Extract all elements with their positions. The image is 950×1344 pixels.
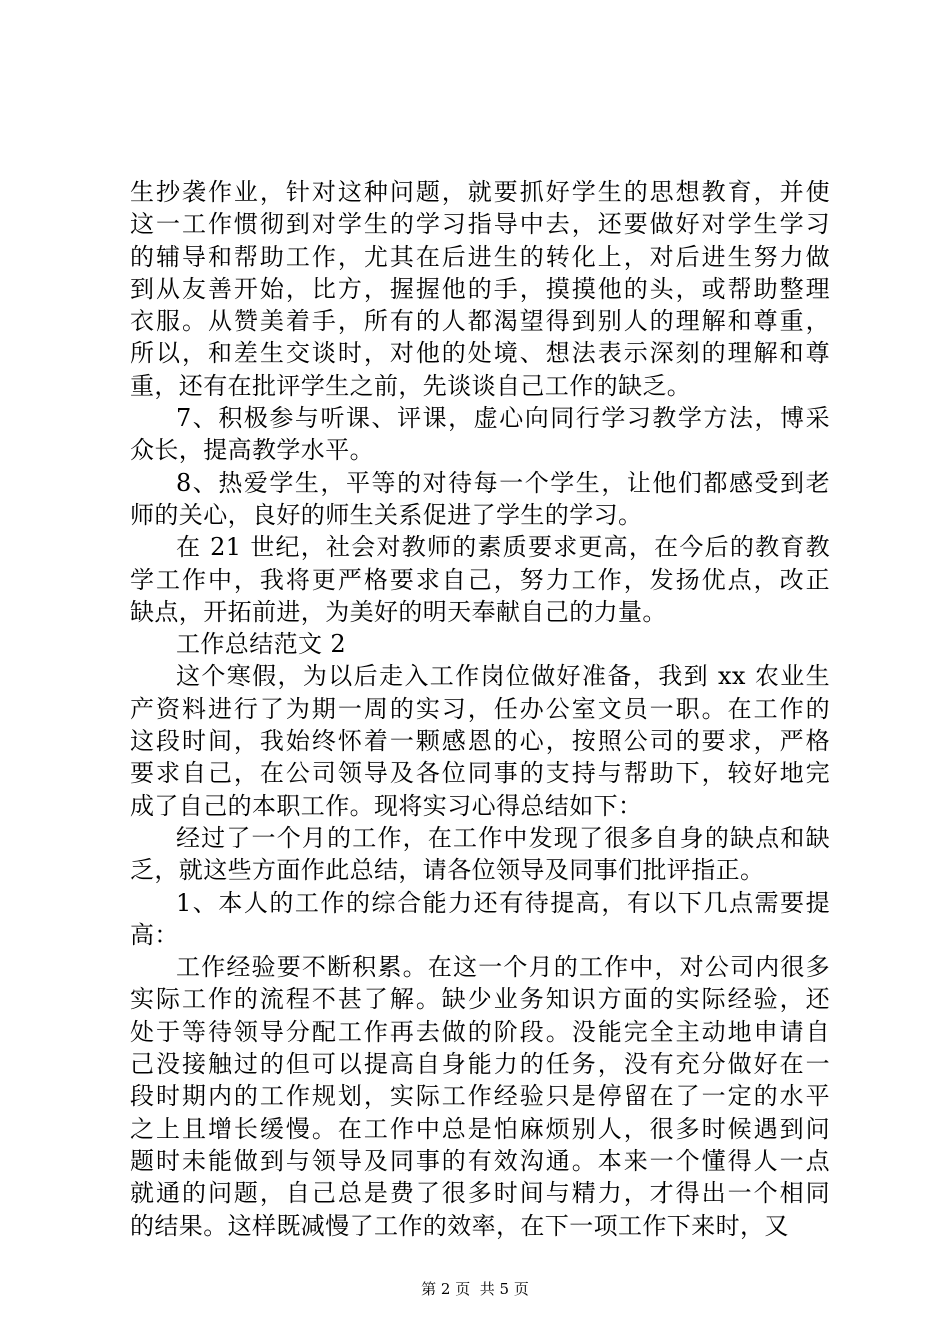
text-line: 成了自己的本职工作。现将实习心得总结如下： xyxy=(130,791,643,820)
text-line: 学工作中，我将更严格要求自己，努力工作，发扬优点，改正 xyxy=(130,565,830,594)
text-line: 生抄袭作业，针对这种问题，就要抓好学生的思想教育，并使 xyxy=(130,178,830,206)
text-line: 实际工作的流程不甚了解。缺少业务知识方面的实际经验，还 xyxy=(130,985,830,1014)
text-line: 众长，提高教学水平。 xyxy=(130,436,374,465)
paragraph xyxy=(130,402,830,467)
paragraph xyxy=(130,660,830,821)
paragraph xyxy=(130,628,830,660)
text-line: 工作经验要不断积累。在这一个月的工作中，对公司内很多 xyxy=(176,953,830,982)
paragraph xyxy=(130,887,830,952)
paragraph xyxy=(130,822,830,887)
text-line: 在 21 世纪，社会对教师的素质要求更高，在今后的教育教 xyxy=(176,533,830,562)
text-line: 题时未能做到与领导及同事的有效沟通。本来一个懂得人一点 xyxy=(130,1146,830,1175)
paragraph xyxy=(130,176,830,402)
text-line: 这一工作惯彻到对学生的学习指导中去，还要做好对学生学习 xyxy=(130,210,830,239)
text-line: 就通的问题，自己总是费了很多时间与精力，才得出一个相同 xyxy=(130,1179,830,1208)
text-line: 这段时间，我始终怀着一颗感恩的心，按照公司的要求，严格 xyxy=(130,727,830,756)
page-footer: 第 2 页 共 5 页 xyxy=(421,1280,529,1298)
text-line: 产资料进行了为期一周的实习，任办公室文员一职。在工作的 xyxy=(130,694,830,723)
text-line: 处于等待领导分配工作再去做的阶段。没能完全主动地申请自 xyxy=(130,1017,830,1046)
text-line: 的结果。这样既减慢了工作的效率，在下一项工作下来时，又 xyxy=(130,1211,789,1240)
text-line: 缺点，开拓前进，为美好的明天奉献自己的力量。 xyxy=(130,597,667,626)
paragraph xyxy=(130,531,830,628)
text-line: 乏，就这些方面作此总结，请各位领导及同事们批评指正。 xyxy=(130,856,765,885)
text-line: 工作总结范文 2 xyxy=(176,630,347,659)
paragraph xyxy=(130,467,830,532)
text-line: 之上且增长缓慢。在工作中总是怕麻烦别人，很多时候遇到问 xyxy=(130,1114,830,1143)
text-line: 段时期内的工作规划，实际工作经验只是停留在了一定的水平 xyxy=(130,1082,830,1111)
text-line: 这个寒假，为以后走入工作岗位做好准备，我到 xx 农业生 xyxy=(176,662,830,691)
text-line: 8、热爱学生，平等的对待每一个学生，让他们都感受到老 xyxy=(176,468,830,497)
text-line: 7、积极参与听课、评课，虚心向同行学习教学方法，博采 xyxy=(176,404,830,433)
paragraph xyxy=(130,951,830,1242)
text-line: 到从友善开始，比方，握握他的手，摸摸他的头，或帮助整理 xyxy=(130,274,830,303)
text-line: 衣服。从赞美着手，所有的人都渴望得到别人的理解和尊重， xyxy=(130,307,830,336)
text-line: 的辅导和帮助工作，尤其在后进生的转化上，对后进生努力做 xyxy=(130,242,830,271)
text-line: 所以，和差生交谈时，对他的处境、想法表示深刻的理解和尊 xyxy=(130,339,830,368)
text-line: 经过了一个月的工作，在工作中发现了很多自身的缺点和缺 xyxy=(176,823,830,852)
text-line: 1、本人的工作的综合能力还有待提高，有以下几点需要提 xyxy=(176,888,830,917)
text-line: 己没接触过的但可以提高自身能力的任务，没有充分做好在一 xyxy=(130,1050,830,1079)
text-line: 重，还有在批评学生之前，先谈谈自己工作的缺乏。 xyxy=(130,371,692,400)
text-line: 师的关心，良好的师生关系促进了学生的学习。 xyxy=(130,500,643,529)
document-body xyxy=(130,176,830,1242)
text-line: 要求自己，在公司领导及各位同事的支持与帮助下，较好地完 xyxy=(130,759,830,788)
text-line: 高： xyxy=(130,920,179,949)
